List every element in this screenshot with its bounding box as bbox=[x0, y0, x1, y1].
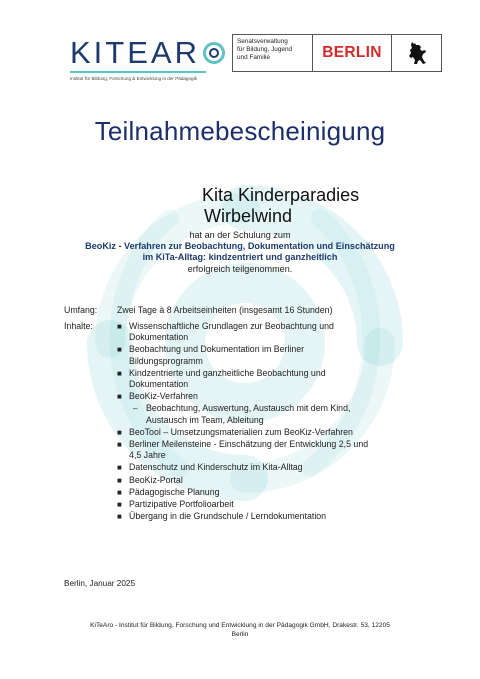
list-item bbox=[116, 391, 376, 402]
list-item bbox=[116, 321, 376, 343]
bullet-icon: ■ bbox=[117, 440, 122, 450]
logo-wordmark bbox=[70, 36, 226, 70]
list-item bbox=[116, 511, 376, 522]
list-item-text: BeoKiz-Verfahren bbox=[129, 391, 198, 402]
list-item-text: Wissenschaftliche Grundlagen zur Beobachtung und Dokumentation bbox=[129, 321, 334, 343]
sub-list-item bbox=[116, 403, 376, 425]
footer-address bbox=[30, 621, 450, 639]
bullet-icon: ■ bbox=[117, 475, 122, 485]
list-item-text: Berliner Meilensteine - Einschätzung der Entwicklung 2,5 und 4,5 Jahre bbox=[129, 439, 369, 461]
logo-subtitle: Institut für Bildung, Forschung & Entwicklung in der Pädagogik bbox=[70, 76, 197, 81]
senate-line: für Bildung, Jugend bbox=[237, 46, 293, 54]
dash-icon: – bbox=[133, 404, 138, 414]
list-item bbox=[116, 427, 376, 438]
list-item-text: BeoTool – Umsetzungsmaterialien zum BeoKiz-Verfahren bbox=[129, 426, 353, 437]
kita-name bbox=[202, 185, 359, 227]
senate-name bbox=[233, 35, 313, 71]
list-item bbox=[116, 475, 376, 486]
list-item-text: Kindzentrierte und ganzheitliche Beobachtung und Dokumentation bbox=[129, 367, 326, 390]
contents-list bbox=[116, 321, 376, 523]
bullet-icon: ■ bbox=[117, 392, 122, 402]
bullet-icon: ■ bbox=[117, 487, 122, 497]
bullet-icon: ■ bbox=[117, 322, 122, 331]
bullet-icon: ■ bbox=[117, 512, 122, 522]
list-item-text: Partizipative Portfolioarbeit bbox=[129, 499, 234, 510]
completion-line: erfolgreich teilgenommen. bbox=[187, 263, 293, 274]
bullet-icon: ■ bbox=[117, 368, 122, 378]
kita-name-line1: Kita Kinderparadies bbox=[202, 185, 360, 205]
scope-value: Zwei Tage à 8 Arbeitseinheiten (insgesamt 16 Stunden) bbox=[117, 305, 333, 315]
senate-line: und Familie bbox=[237, 54, 271, 62]
bullet-icon: ■ bbox=[117, 345, 122, 355]
berlin-wordmark: BERLIN bbox=[313, 35, 392, 71]
list-item-text: BeoKiz-Portal bbox=[129, 474, 183, 485]
list-item bbox=[116, 487, 376, 498]
list-item-text: Datenschutz und Kinderschutz im Kita-Alltag bbox=[129, 462, 303, 473]
intro-line: hat an der Schulung zum bbox=[189, 230, 291, 240]
bullet-icon: ■ bbox=[117, 427, 122, 437]
senate-logo-box bbox=[232, 34, 442, 72]
footer-line: KiTeAro - Institut für Bildung, Forschung und Entwicklung in der Pädagogik GmbH, Drakestr. 53, 12205 bbox=[90, 622, 390, 629]
list-item-text: Pädagogische Planung bbox=[129, 486, 220, 497]
page-title: Teilnahmebescheinigung bbox=[94, 116, 386, 146]
bullet-icon: ■ bbox=[117, 463, 122, 473]
bear-cell bbox=[392, 35, 441, 71]
senate-line: Senatsverwaltung bbox=[237, 38, 288, 45]
contents-label: Inhalte: bbox=[64, 321, 93, 331]
list-item bbox=[116, 462, 376, 473]
list-item bbox=[116, 499, 376, 510]
footer-line: Berlin bbox=[231, 631, 249, 638]
kita-name-line2: Wirbelwind bbox=[204, 206, 293, 226]
list-item-text: Beobachtung, Auswertung, Austausch mit dem Kind, Austausch im Team, Ableitung bbox=[146, 403, 351, 425]
participation-statement bbox=[80, 230, 400, 275]
logo-o-icon bbox=[202, 41, 226, 65]
list-item bbox=[116, 368, 376, 390]
issue-date: Berlin, Januar 2025 bbox=[64, 579, 136, 588]
scope-label: Umfang: bbox=[64, 305, 98, 315]
list-item bbox=[116, 344, 376, 366]
kitearo-logo bbox=[70, 35, 226, 81]
list-item-text: Übergang in die Grundschule / Lerndokumentation bbox=[129, 511, 327, 522]
logo-underline bbox=[70, 71, 206, 73]
list-item bbox=[116, 439, 376, 461]
bullet-icon: ■ bbox=[117, 500, 122, 510]
course-title: BeoKiz - Verfahren zur Beobachtung, Dokumentation und Einschätzung im KiTa-Alltag: kindzentriert und ganzheitlich bbox=[85, 241, 395, 263]
berlin-bear-icon bbox=[406, 40, 428, 66]
list-item-text: Beobachtung und Dokumentation im Berliner Bildungsprogramm bbox=[129, 344, 305, 366]
logo-text: KITEAR bbox=[70, 35, 200, 70]
